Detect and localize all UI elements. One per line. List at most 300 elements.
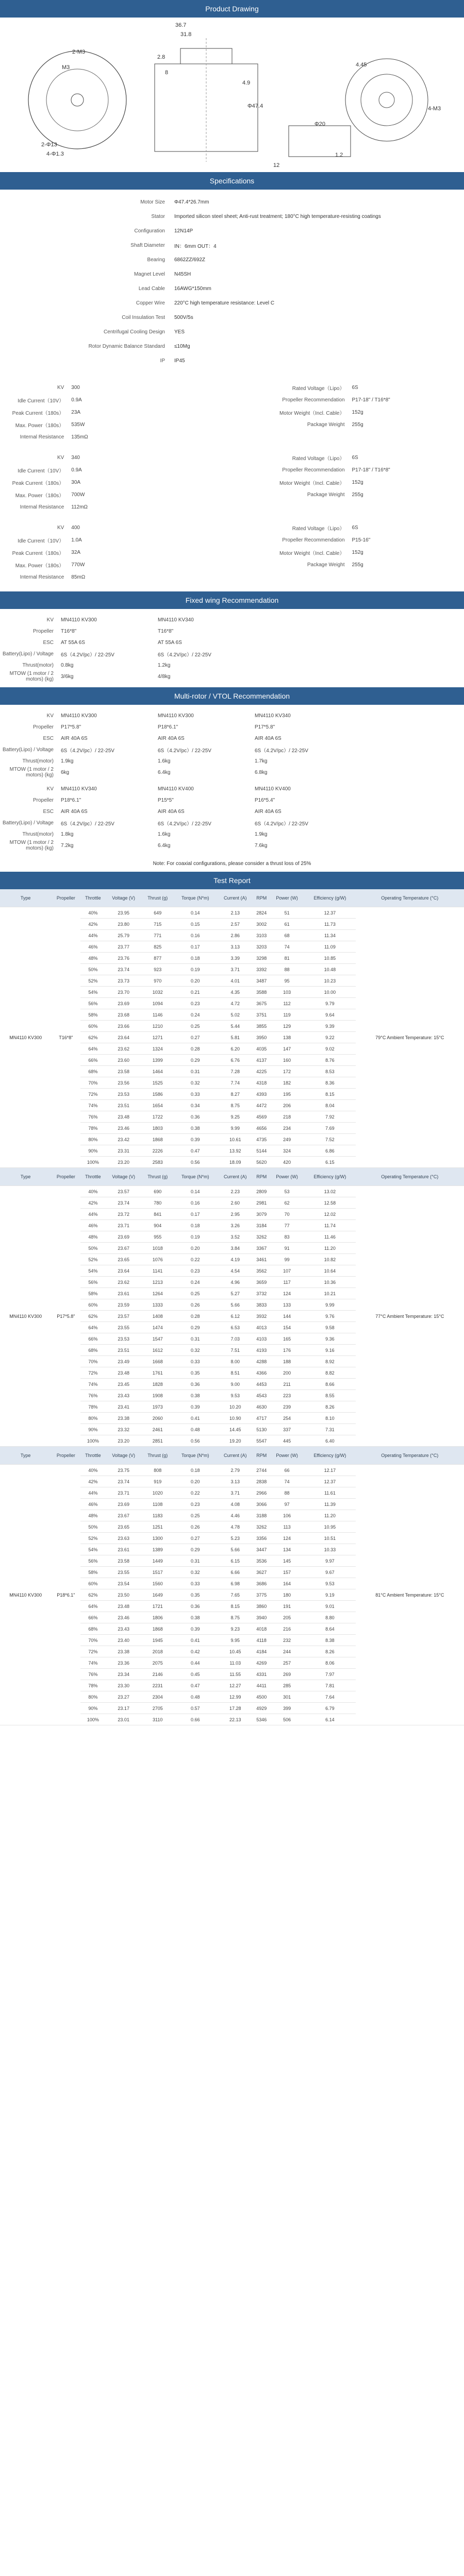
test-report-cell: 5547 [253, 1435, 270, 1447]
test-report-cell: 4288 [253, 1356, 270, 1367]
test-report-cell: 2018 [142, 1646, 174, 1657]
test-report-cell: 70% [80, 1077, 105, 1089]
test-report-cell: 0.25 [174, 1510, 218, 1521]
test-report-cell: 23.45 [106, 1379, 142, 1390]
test-report-cell: 23.65 [106, 1254, 142, 1265]
test-report-cell: 0.17 [174, 941, 218, 953]
test-report-cell: 3110 [142, 1714, 174, 1725]
test-report-cell: 42% [80, 1476, 105, 1487]
left-view-inner-circle [46, 69, 108, 131]
test-report-cell: 808 [142, 1465, 174, 1476]
test-report-cell: 76% [80, 1669, 105, 1680]
kv-spec-row [0, 488, 464, 501]
test-report-cell: 324 [270, 1145, 304, 1157]
test-report-cell: 1020 [142, 1487, 174, 1499]
test-report-cell: 4.08 [217, 1499, 253, 1510]
test-report-cell: 160 [270, 1055, 304, 1066]
test-report-cell: 11.39 [304, 1499, 355, 1510]
dimension-label: 4-Φ1.3 [46, 151, 64, 157]
test-report-cell: 0.25 [174, 1021, 218, 1032]
test-report-cell: 80% [80, 1134, 105, 1145]
test-report-cell: 7.03 [217, 1333, 253, 1345]
test-report-cell: 23.43 [106, 1390, 142, 1401]
test-report-cell: 3686 [253, 1578, 270, 1589]
test-report-cell: 23.42 [106, 1134, 142, 1145]
multirotor-value: 7.6kg [255, 842, 268, 849]
test-report-cell: 70 [270, 1209, 304, 1220]
kv-spec-row [0, 501, 464, 513]
test-report-cell: 23.20 [106, 1435, 142, 1447]
test-report-cell: 1654 [142, 1100, 174, 1111]
test-report-cell: 6.14 [304, 1714, 355, 1725]
test-report-cell: 78% [80, 1680, 105, 1691]
test-report-row [0, 1186, 464, 1197]
test-report-cell: 3367 [253, 1243, 270, 1254]
filler-cell [253, 648, 464, 659]
left-view-hub [71, 94, 84, 106]
test-report-cell: 8.75 [217, 1100, 253, 1111]
test-report-cell: 1722 [142, 1111, 174, 1123]
multirotor-value: 6kg [61, 769, 70, 775]
test-report-cell: 23.43 [106, 1623, 142, 1635]
test-report-cell: 52% [80, 1254, 105, 1265]
test-report-cell: 72% [80, 1367, 105, 1379]
kv-cell-v1: 400 [71, 524, 80, 531]
test-report-cell: 144 [270, 1311, 304, 1322]
multirotor-row [0, 840, 464, 851]
test-report-cell: 23.58 [106, 1066, 142, 1077]
test-report-cell: 9.00 [217, 1379, 253, 1390]
kv-spec-row [0, 464, 464, 476]
test-report-cell: 8.36 [304, 1077, 355, 1089]
test-report-cell: 56% [80, 1277, 105, 1288]
test-report-cell: 0.47 [174, 1145, 218, 1157]
test-report-cell: 68% [80, 1345, 105, 1356]
kv-cell-v1: 770W [71, 562, 85, 568]
test-report-cell: 4929 [253, 1703, 270, 1714]
test-report-cell: 88 [270, 1487, 304, 1499]
test-report-cell: 3860 [253, 1601, 270, 1612]
dimension-label: 1.2 [335, 152, 343, 158]
test-report-cell: 269 [270, 1669, 304, 1680]
test-report-cell: 8.51 [217, 1367, 253, 1379]
spec-label: Lead Cable [138, 285, 165, 292]
kv-cell-k1: Peak Current（180s） [12, 480, 64, 486]
kv-cell-v2: 6S [352, 454, 358, 461]
test-report-cell: 23.60 [106, 1055, 142, 1066]
test-report-cell: 23.71 [106, 1220, 142, 1231]
multirotor-row [0, 744, 464, 755]
test-report-cell: 1141 [142, 1265, 174, 1277]
spec-row [0, 252, 464, 267]
test-report-cell: 1183 [142, 1510, 174, 1521]
test-report-cell: 8.64 [304, 1623, 355, 1635]
test-report-cell: 6.66 [217, 1567, 253, 1578]
multirotor-value: 6.4kg [158, 842, 171, 849]
kv-spec-row [0, 406, 464, 418]
test-report-cell: 23.40 [106, 1635, 142, 1646]
test-report-cell: 0.33 [174, 1578, 218, 1589]
test-report-cell: 23.30 [106, 1680, 142, 1691]
kv-cell-k2: Package Weight [307, 562, 345, 568]
test-report-cell: 6.53 [217, 1322, 253, 1333]
test-report-cell: 2851 [142, 1435, 174, 1447]
fixed-wing-row [0, 648, 464, 659]
spec-label: Bearing [147, 257, 165, 263]
fixed-wing-value: AT 55A 6S [61, 639, 85, 646]
test-report-cell: 249 [270, 1134, 304, 1145]
test-report-cell: 56% [80, 998, 105, 1009]
kv-cell-k1: Max. Power（180s） [15, 422, 64, 429]
spec-row [0, 339, 464, 353]
test-report-cell: 23.76 [106, 953, 142, 964]
test-report-cell: 81 [270, 953, 304, 964]
test-report-cell: 1300 [142, 1533, 174, 1544]
test-report-cell: 4735 [253, 1134, 270, 1145]
test-report-cell: 54% [80, 1265, 105, 1277]
dimension-label: 12 [273, 162, 280, 168]
test-report-cell: 0.45 [174, 1669, 218, 1680]
test-report-cell: 0.22 [174, 1254, 218, 1265]
test-report-cell: 10.00 [304, 987, 355, 998]
test-report-cell: 62% [80, 1589, 105, 1601]
test-report-cell: 3.13 [217, 1476, 253, 1487]
test-report-cell: 9.67 [304, 1567, 355, 1578]
kv-cell-v1: 135mΩ [71, 434, 88, 440]
test-report-cell: 23.71 [106, 1487, 142, 1499]
test-report-cell: 40% [80, 907, 105, 919]
test-report-cell: 0.18 [174, 1465, 218, 1476]
test-report-cell: 1094 [142, 998, 174, 1009]
kv-cell-v2: 6S [352, 384, 358, 391]
test-report-cell: 0.18 [174, 1220, 218, 1231]
kv-cell-k1: Idle Current（10V） [18, 538, 64, 544]
multirotor-value: 1.9kg [255, 831, 268, 837]
test-report-cell: 955 [142, 1231, 174, 1243]
test-report-cell: 0.31 [174, 1555, 218, 1567]
fixed-wing-value: 0.8kg [61, 662, 74, 668]
test-report-cell: 74% [80, 1379, 105, 1390]
test-report-cell: 22.13 [217, 1714, 253, 1725]
spec-value: 500V/5s [174, 314, 193, 320]
test-report-column-header: Throttle [80, 889, 105, 907]
filler-cell [350, 783, 464, 794]
multirotor-value: 6S（4.2V/pc）/ 22-25V [158, 821, 211, 827]
test-report-cell: 164 [270, 1578, 304, 1589]
test-report-cell: 9.95 [217, 1635, 253, 1646]
test-report-cell: 1408 [142, 1311, 174, 1322]
test-report-cell: 4.78 [217, 1521, 253, 1533]
test-report-cell: 83 [270, 1231, 304, 1243]
test-report-cell: 23.32 [106, 1424, 142, 1435]
spec-label: Copper Wire [136, 300, 165, 306]
test-report-cell: 23.59 [106, 1299, 142, 1311]
multirotor-label: ESC [43, 808, 54, 815]
test-report-cell: 399 [270, 1703, 304, 1714]
fixed-wing-value: T16*8" [61, 628, 77, 634]
test-report-cell: 42% [80, 1197, 105, 1209]
test-report-cell: 58% [80, 1567, 105, 1578]
test-report-column-header: Current (A) [217, 1447, 253, 1465]
operating-temp-cell: 77°C Ambient Temperature: 15°C [356, 1186, 464, 1447]
filler-cell [350, 817, 464, 828]
multirotor-value: AIR 40A 6S [158, 735, 185, 741]
kv-spec-row [0, 431, 464, 443]
test-report-cell: 12.99 [217, 1691, 253, 1703]
test-report-cell: 1474 [142, 1322, 174, 1333]
kv-spec-row [0, 521, 464, 534]
test-report-column-header: Thrust (g) [142, 1168, 174, 1186]
test-report-cell: 5.27 [217, 1288, 253, 1299]
spec-row [0, 310, 464, 325]
kv-cell-k2 [184, 571, 350, 583]
test-report-cell: 0.27 [174, 1533, 218, 1544]
test-report-cell: 62% [80, 1032, 105, 1043]
test-report-column-header: RPM [253, 889, 270, 907]
test-report-column-header: Operating Temperature (°C) [356, 889, 464, 907]
spec-label: IP [160, 358, 165, 364]
test-report-cell: 1945 [142, 1635, 174, 1646]
test-report-cell: 1251 [142, 1521, 174, 1533]
test-report-cell: 23.54 [106, 1578, 142, 1589]
test-report-cell: 1146 [142, 1009, 174, 1021]
multirotor-value: 1.6kg [158, 758, 171, 764]
test-report-cell: 10.51 [304, 1533, 355, 1544]
test-report-cell: 2.57 [217, 919, 253, 930]
test-report-cell: 0.29 [174, 1055, 218, 1066]
test-report-cell: 23.49 [106, 1356, 142, 1367]
test-report-cell: 0.66 [174, 1714, 218, 1725]
kv-cell-v2: 152g [352, 479, 363, 485]
kv-cell-k2: Rated Voltage（Lipo） [292, 385, 345, 392]
multirotor-table [0, 710, 464, 778]
test-report-cell: 23.69 [106, 998, 142, 1009]
test-report-cell: 23.69 [106, 1231, 142, 1243]
kv-cell-k2: Rated Voltage（Lipo） [292, 455, 345, 462]
test-report-column-header: Propeller [51, 1168, 80, 1186]
test-report-cell: 172 [270, 1066, 304, 1077]
test-report-cell: 23.56 [106, 1077, 142, 1089]
filler-cell [350, 744, 464, 755]
fixed-wing-value: 6S（4.2V/pc）/ 22-25V [158, 652, 211, 658]
kv-cell-v1: 112mΩ [71, 504, 88, 510]
test-report-cell: 51 [270, 907, 304, 919]
test-report-cell: 1525 [142, 1077, 174, 1089]
test-report-cell: 0.47 [174, 1680, 218, 1691]
test-report-cell: 145 [270, 1555, 304, 1567]
test-report-cell: 4543 [253, 1390, 270, 1401]
test-report-cell: 23.62 [106, 1277, 142, 1288]
spec-row [0, 195, 464, 209]
test-report-cell: 0.31 [174, 1066, 218, 1077]
test-report-cell: 232 [270, 1635, 304, 1646]
multirotor-label: Propeller [32, 724, 54, 730]
test-report-cell: 74 [270, 1476, 304, 1487]
test-report-cell: 9.01 [304, 1601, 355, 1612]
test-report-cell: 0.29 [174, 1544, 218, 1555]
kv-spec-row [0, 394, 464, 406]
spec-row [0, 353, 464, 368]
test-report-cell: 23.68 [106, 1009, 142, 1021]
test-report-cell: 12.58 [304, 1197, 355, 1209]
multirotor-value: 1.6kg [158, 831, 171, 837]
spec-value: 6862ZZ/692Z [174, 257, 206, 263]
test-report-cell: 78% [80, 1123, 105, 1134]
test-report-cell: 60% [80, 1578, 105, 1589]
test-report-cell: 1076 [142, 1254, 174, 1265]
test-report-cell: 0.25 [174, 1288, 218, 1299]
spec-label: Motor Size [140, 199, 165, 205]
fixed-wing-row [0, 637, 464, 648]
fixed-wing-value: AT 55A 6S [158, 639, 182, 646]
multirotor-value: 1.8kg [61, 831, 74, 837]
kv-cell-v2 [350, 501, 464, 513]
filler-cell [350, 755, 464, 767]
test-report-cell: 119 [270, 1009, 304, 1021]
test-report-cell: 18.09 [217, 1157, 253, 1168]
test-report-cell: 1264 [142, 1288, 174, 1299]
test-report-cell: 239 [270, 1401, 304, 1413]
test-report-cell: 2231 [142, 1680, 174, 1691]
test-report-cell: 0.36 [174, 1379, 218, 1390]
test-report-cell: 3.71 [217, 1487, 253, 1499]
test-report-cell: 191 [270, 1601, 304, 1612]
multirotor-label: ESC [43, 735, 54, 741]
test-report-cell: 2.86 [217, 930, 253, 941]
test-report-cell: 23.46 [106, 1123, 142, 1134]
test-report-cell: 23.17 [106, 1703, 142, 1714]
test-report-table [0, 889, 464, 1725]
test-report-cell: 23.38 [106, 1413, 142, 1424]
test-report-cell: 165 [270, 1333, 304, 1345]
test-report-cell: 0.36 [174, 1601, 218, 1612]
test-report-cell: 4184 [253, 1646, 270, 1657]
test-report-cell: 3079 [253, 1209, 270, 1220]
test-report-cell: 54% [80, 987, 105, 998]
test-report-cell: 5620 [253, 1157, 270, 1168]
test-report-cell: 9.22 [304, 1032, 355, 1043]
test-report-cell: 0.26 [174, 1521, 218, 1533]
spec-label: Rotor Dynamic Balance Standard [88, 343, 165, 349]
kv-spec-row [0, 571, 464, 583]
kv-cell-k2: Package Weight [307, 492, 345, 498]
test-report-cell: 0.23 [174, 1499, 218, 1510]
test-report-cell: 1517 [142, 1567, 174, 1578]
test-report-cell: 2824 [253, 907, 270, 919]
test-report-cell: 46% [80, 941, 105, 953]
kv-cell-k2: Rated Voltage（Lipo） [292, 526, 345, 532]
test-report-header-row [0, 1168, 464, 1186]
test-report-cell: 3627 [253, 1567, 270, 1578]
test-report-cell: 23.74 [106, 1197, 142, 1209]
test-report-cell: 0.38 [174, 1123, 218, 1134]
kv-cell-k2 [184, 431, 350, 443]
test-report-cell: 23.61 [106, 1288, 142, 1299]
filler-cell [350, 806, 464, 817]
test-report-cell: 11.73 [304, 919, 355, 930]
spec-row [0, 325, 464, 339]
test-report-cell: 0.21 [174, 987, 218, 998]
test-report-cell: 0.23 [174, 998, 218, 1009]
test-report-cell: 60% [80, 1299, 105, 1311]
test-report-cell: 0.27 [174, 1032, 218, 1043]
test-report-cell: 1668 [142, 1356, 174, 1367]
test-report-cell: 53 [270, 1186, 304, 1197]
test-report-cell: 12.17 [304, 1465, 355, 1476]
fixed-wing-value: 6S（4.2V/pc）/ 22-25V [61, 652, 114, 658]
test-report-cell: 23.62 [106, 1043, 142, 1055]
test-report-cell: 715 [142, 919, 174, 930]
test-report-cell: 5.02 [217, 1009, 253, 1021]
multirotor-header: Multi-rotor / VTOL Recommendation [0, 687, 464, 705]
kv-spec-row [0, 476, 464, 488]
filler-cell [350, 733, 464, 744]
test-report-cell: 23.61 [106, 1544, 142, 1555]
fixed-wing-label: Thrust(motor) [22, 662, 54, 668]
test-report-cell: 0.38 [174, 1612, 218, 1623]
test-report-cell: 8.55 [304, 1390, 355, 1401]
test-report-cell: 0.26 [174, 1299, 218, 1311]
test-report-cell: 4018 [253, 1623, 270, 1635]
test-report-cell: 25.79 [106, 930, 142, 941]
test-report-cell: 0.20 [174, 1476, 218, 1487]
test-report-column-header: Power (W) [270, 1447, 304, 1465]
propeller-cell: P18*6.1" [51, 1465, 80, 1725]
test-report-cell: 2.23 [217, 1186, 253, 1197]
spec-label: Magnet Level [134, 271, 165, 277]
multirotor-value: MN4110 KV300 [61, 713, 97, 719]
test-report-cell: 2966 [253, 1487, 270, 1499]
test-report-cell: 649 [142, 907, 174, 919]
test-report-cell: 0.44 [174, 1657, 218, 1669]
dimension-label: Φ47.4 [247, 103, 263, 109]
test-report-cell: 9.99 [217, 1123, 253, 1134]
test-report-cell: 80% [80, 1413, 105, 1424]
multirotor-label: KV [46, 786, 54, 792]
test-report-cell: 23.75 [106, 1465, 142, 1476]
test-report-column-header: Voltage (V) [106, 1168, 142, 1186]
test-report-cell: 70% [80, 1635, 105, 1646]
test-report-cell: 1868 [142, 1134, 174, 1145]
kv-cell-k2: Motor Weight（Incl. Cable） [279, 480, 345, 486]
kv-cell-k1: Max. Power（180s） [15, 563, 64, 569]
multirotor-value: P17*5.8" [255, 724, 275, 730]
test-report-cell: 133 [270, 1299, 304, 1311]
test-report-cell: 0.18 [174, 953, 218, 964]
test-report-cell: 0.29 [174, 1322, 218, 1333]
test-report-cell: 7.31 [304, 1424, 355, 1435]
test-report-cell: 6.76 [217, 1055, 253, 1066]
kv-cell-v2 [350, 431, 464, 443]
kv-cell-k1: Idle Current（10V） [18, 468, 64, 474]
test-report-cell: 100% [80, 1435, 105, 1447]
test-report-cell: 1389 [142, 1544, 174, 1555]
filler-cell [350, 710, 464, 721]
fixed-wing-label: KV [46, 617, 54, 623]
test-report-column-header: RPM [253, 1168, 270, 1186]
spacer [0, 443, 464, 451]
kv-cell-v1: 1.0A [71, 537, 82, 543]
test-report-cell: 3262 [253, 1521, 270, 1533]
kv-cell-k1: KV [57, 524, 64, 531]
fixed-wing-row [0, 659, 464, 671]
test-report-cell: 13.02 [304, 1186, 355, 1197]
fixed-wing-label: MTOW (1 motor / 2 motors) (kg) [9, 671, 54, 682]
fixed-wing-label: ESC [43, 639, 54, 646]
test-report-cell: 3775 [253, 1589, 270, 1601]
test-report-header: Test Report [0, 872, 464, 889]
test-report-column-header: Voltage (V) [106, 889, 142, 907]
